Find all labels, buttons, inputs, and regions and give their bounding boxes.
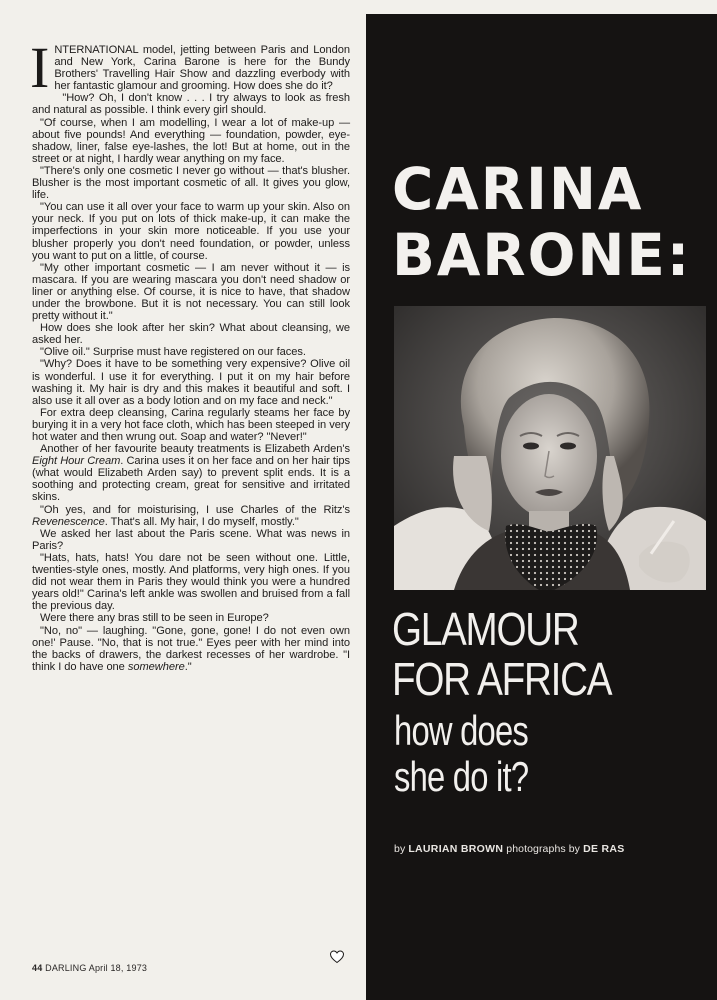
subheadline: [394, 708, 644, 800]
paragraph: "Hats, hats, hats! You dare not be seen without one. Little, twenties-style ones, mostly. And platforms, very high ones. If you did not wear them in Paris they would think you were a hundred years old!" Carina's left ankle was swollen and bruised from a fall the previous day.: [32, 551, 350, 613]
page-footer: [32, 963, 147, 973]
paragraph: "My other important cosmetic — I am never without it — is mascara. If you are wearing mascara you don't need shadow or liner or anything else. Of course, it is nice to have, that shadow under the browbone. But it is not necessary. You can still look pretty without it.": [32, 261, 350, 323]
drop-cap: I: [30, 35, 50, 100]
paragraph: For extra deep cleansing, Carina regularly steams her face by burying it in a very hot face cloth, which has been steeped in very hot water and then wrung out. Soap and water? "Never!": [32, 406, 350, 443]
paragraph: "Olive oil." Surprise must have registered on our faces.: [40, 346, 306, 359]
title-line: CARINA: [392, 155, 644, 223]
subhead-line: how does: [394, 707, 529, 754]
headline-line: GLAMOUR: [392, 603, 579, 655]
headline-line: FOR AFRICA: [392, 653, 612, 705]
article-body: [30, 35, 350, 673]
issue-date: April 18, 1973: [88, 963, 148, 973]
paragraph: Another of her favourite beauty treatments is Elizabeth Arden's Eight Hour Cream. Carina uses it on her face and on her hair tips (what would Elizabeth Arden say) to prevent split ends. It is a soothing and protecting cream, great for sensitive and irritated skins.: [32, 443, 350, 504]
photographer-name: DE RAS: [583, 843, 625, 855]
paragraph: Were there any bras still to be seen in Europe?: [40, 612, 269, 625]
byline: [394, 843, 625, 855]
paragraph: "You can use it all over your face to warm up your skin. Also on your neck. If you put on lots of thick make-up, it can make the imperfections in your skin more noticeable. If you use your blusher properly you don't need foundation, or powder, unless you want to put on a little, of course.: [32, 201, 350, 262]
page-number: 44: [32, 963, 43, 973]
photos-label: photographs by: [506, 843, 581, 855]
subhead-line: she do it?: [394, 753, 529, 800]
paragraph: "Of course, when I am modelling, I wear a lot of make-up — about five pounds! And everything — foundation, powder, eye-shadow, liner, false eye-lashes, the lot! But at home, out in the street or at night, I hardly wear anything on my face.: [32, 116, 350, 165]
headline: [392, 604, 661, 704]
magazine-name: DARLING: [45, 963, 87, 973]
byline-by: by: [394, 843, 406, 855]
paragraph: "Why? Does it have to be something very expensive? Olive oil is wonderful. I use it for everything. I put it on my hair before washing it. My hair is dry and this makes it beautiful and soft. I also use it all over as a body lotion and on my face and neck.": [32, 358, 350, 407]
author-name: LAURIAN BROWN: [408, 843, 504, 855]
paragraph: How does she look after her skin? What about cleansing, we asked her.: [32, 322, 350, 347]
paragraph: "Oh yes, and for moisturising, I use Charles of the Ritz's Revenescence. That's all. My hair, I do myself, mostly.": [32, 503, 350, 528]
article-text: [30, 35, 350, 673]
article-title: [392, 156, 702, 288]
first-paragraph: [30, 35, 350, 100]
title-line: BARONE:: [392, 221, 692, 289]
paragraph: We asked her last about the Paris scene. What was news in Paris?: [32, 527, 350, 552]
portrait-photo: [394, 306, 706, 590]
paragraph: NTERNATIONAL model, jetting between Paris and London and New York, Carina Barone is here for the Bundy Brothers' Travelling Hair Show and dazzling everbody with her fantastic glamour and grooming. How does she do it?: [54, 44, 350, 93]
paragraph: "How? Oh, I don't know . . . I try always to look as fresh and natural as possible. I think every girl should.: [32, 92, 350, 117]
paragraph: "There's only one cosmetic I never go without — that's blusher. Blusher is the most important cosmetic of all. It gives you glow, life.: [32, 164, 350, 202]
paragraph: "No, no" — laughing. "Gone, gone, gone! I do not even own one!' Pause. "No, that is not true." Eyes peer with her mind into the backs of drawers, the darkest recesses of her wardrobe. "I think I do have one somewhere.": [32, 624, 350, 673]
heart-icon: [330, 950, 344, 964]
